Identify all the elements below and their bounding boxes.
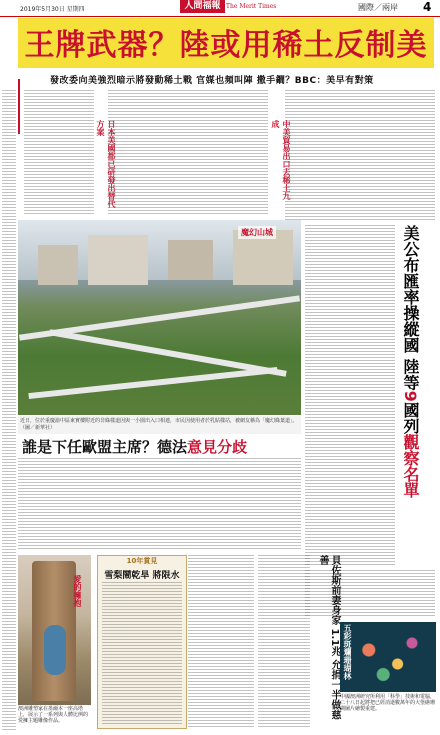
photo1-caption: 近日，位於重慶渝中區東實樓附近的非綠樣道因與一小園出入口相連，市民因使用者於乳貼樣站，被網友稱為「魔幻綠葉道」。（圖／新華社） [18,416,301,434]
photo2-caption: 澳洲雕塑家在墨爾本一座高塔上，展示了一系列與人體比例的愛擁主題雕像作品。 [18,706,89,724]
photo3-caption: 中國澳洲研究所利用「科學」技術和電腦，二十八日起將把已經消逝數萬年的大堡礁珊瑚圖片繪製重建。 [340,694,436,712]
main-headline-banner [18,18,434,68]
left-margin-text [2,90,16,730]
photo-magic-city [18,220,301,415]
story4 [258,555,340,727]
story4-text [258,555,310,727]
section-name: 國際／兩岸 [358,3,398,12]
story2-headline-part2: 意見分歧 [187,438,248,456]
drought-box [97,555,187,729]
right-headline-part3: 觀察名單 [401,433,420,498]
right-story-headline [400,225,420,498]
masthead-logo: 人間福報 [180,0,225,13]
main-subhead: 發改委向美強烈暗示將發動稀土戰 官媒也頻叫陣 撒手鐧？BBC：美早有對策 [50,76,374,86]
drought-box-text [102,582,182,724]
story4-headline: 貝佐斯前妻身家 1.1兆 允捐一半做慈善 [317,555,340,720]
main-headline-part1: 王牌武器？ [24,28,180,63]
issue-date: 2019年5月30日 星期四 [20,6,85,13]
photo2-overlay-title: 愛的擁抱 [73,575,82,607]
right-story-text [305,225,395,565]
main-headline-part2: 陸或用稀土反制美 [179,28,428,63]
story2-headline-part1: 誰是下任歐盟主席？德法 [22,438,188,456]
page-number: 4 [423,0,432,14]
story2-text [18,458,301,550]
drought-box-tag: 10年賞見 [126,557,158,565]
photo-love-hug [18,555,91,705]
right-headline-part1: 美公布匯率操縱國 陸等 [401,225,420,391]
main-headline [18,20,434,64]
drought-box-title: 雪梨鬧乾旱 將限水 [104,571,180,581]
middle-bottom-text [188,555,254,727]
main-story-col1 [24,90,94,215]
masthead-logo-en: The Merit Times [226,3,277,10]
story-marker [18,79,20,134]
photo-coral-reef [340,622,436,692]
story2-headline [22,436,247,457]
kicker-2: 日本美國都已研發出替代方案 [96,120,116,208]
photo3-overlay-title: 五彩斑斕珊瑚林 [343,624,352,680]
main-story-col2 [108,90,268,215]
main-story-col3 [285,90,435,220]
kicker-1: 中美貿易出口去稀土九成 [271,120,291,200]
photo1-overlay-title: 魔幻山城 [238,226,276,239]
right-headline-num: 9 [401,390,420,402]
right-headline-part2: 國列 [401,401,420,434]
page-header [0,0,440,17]
